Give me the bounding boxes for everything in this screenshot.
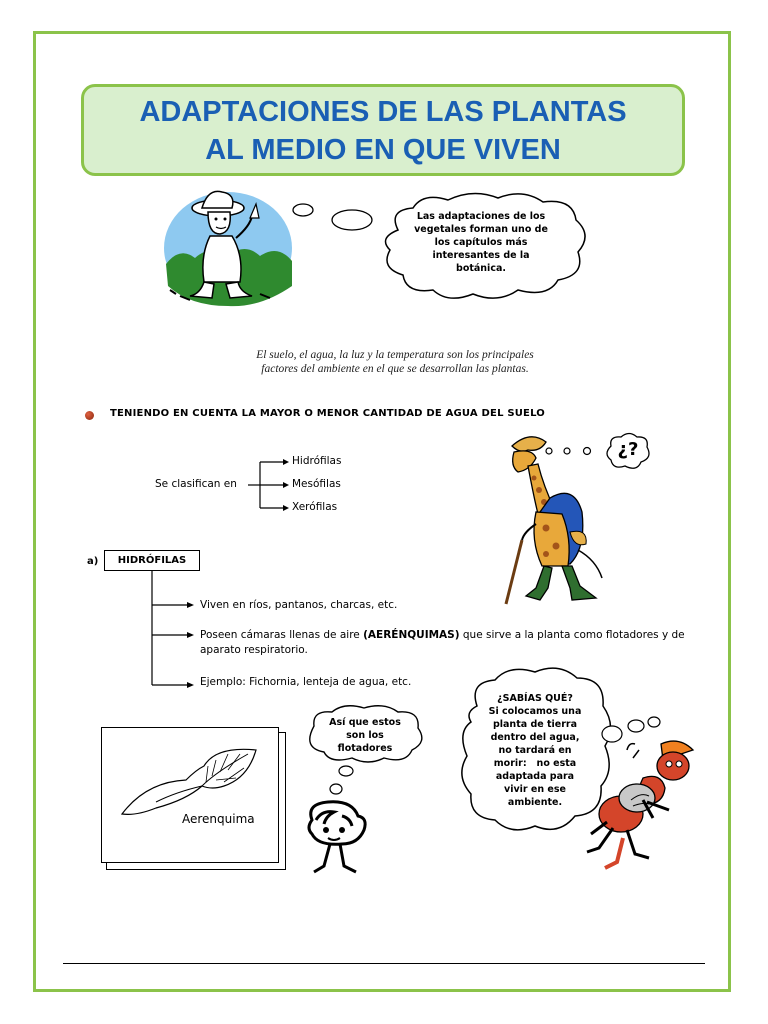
- hidrofilas-item-1: Viven en ríos, pantanos, charcas, etc.: [200, 599, 398, 611]
- hidrofilas-item-2: [200, 628, 705, 658]
- title-line-1: ADAPTACIONES DE LAS PLANTAS: [139, 96, 627, 128]
- aerenquima-figure: [101, 727, 279, 863]
- classify-bracket: [240, 460, 300, 515]
- ant-illustration: [583, 738, 703, 878]
- big-cloud-line-3: dentro del agua,: [490, 732, 580, 743]
- hidrofilas-heading-box: HIDRÓFILAS: [104, 550, 200, 571]
- hidrofilas-item-3: Ejemplo: Fichornia, lenteja de agua, etc.: [200, 676, 412, 688]
- item2-bold: (AERÉNQUIMAS): [363, 629, 460, 641]
- title-box: [81, 84, 685, 176]
- leaf-drawing: [116, 742, 266, 822]
- cartoon-character: [302, 800, 377, 878]
- type-hidrofilas: Hidrófilas: [292, 455, 342, 467]
- item2-pre: Poseen cámaras llenas de aire: [200, 629, 364, 641]
- figure-caption: Aerenquima: [182, 812, 255, 826]
- small-cloud-dots: [328, 765, 358, 799]
- item2-line2: aparato respiratorio.: [200, 644, 308, 656]
- big-cloud-line-7: vivir en ese: [504, 784, 566, 795]
- big-cloud-text: [470, 692, 600, 809]
- small-cloud-line-2: son los: [346, 730, 384, 741]
- bottom-rule: [63, 963, 705, 964]
- intro-text: [200, 348, 590, 376]
- big-cloud-heading: ¿SABÍAS QUÉ?: [497, 693, 573, 704]
- question-cloud-text: ¿?: [617, 439, 639, 460]
- small-cloud-text: [318, 716, 412, 755]
- intro-line-1: El suelo, el agua, la luz y la temperatura son los principales: [256, 349, 534, 361]
- hidrofilas-tree-lines: [150, 571, 202, 691]
- thought-dots-top: [290, 198, 380, 238]
- bullet-icon: [85, 411, 94, 420]
- title-line-2: AL MEDIO EN QUE VIVEN: [205, 134, 561, 166]
- small-cloud-line-1: Así que estos: [329, 717, 401, 728]
- big-cloud-line-6: adaptada para: [495, 771, 575, 782]
- big-cloud-line-4: no tardará en: [498, 745, 572, 756]
- type-xerofilas: Xerófilas: [292, 501, 338, 513]
- big-cloud-line-2: planta de tierra: [492, 719, 578, 730]
- type-mesofilas: Mesófilas: [292, 478, 341, 490]
- top-cloud-text: Las adaptaciones de los vegetales forman uno de los capítulos más interesantes de la botánica.: [414, 211, 548, 274]
- big-cloud-line-1: Si colocamos una: [488, 706, 582, 717]
- section-letter: a): [87, 556, 99, 567]
- big-cloud-line-8: ambiente.: [507, 797, 563, 808]
- giraffe-thought-dots: [545, 445, 595, 457]
- gardener-illustration: [160, 186, 305, 311]
- intro-line-2: factores del ambiente en el que se desarrollan las plantas.: [261, 363, 529, 375]
- section-heading: TENIENDO EN CUENTA LA MAYOR O MENOR CANTIDAD DE AGUA DEL SUELO: [110, 408, 546, 419]
- classify-label: Se clasifican en: [155, 478, 237, 490]
- small-cloud-line-3: flotadores: [337, 743, 393, 754]
- big-cloud-line-5: morir: no esta: [493, 758, 577, 769]
- item2-post: que sirve a la planta como flotadores y de: [459, 629, 685, 641]
